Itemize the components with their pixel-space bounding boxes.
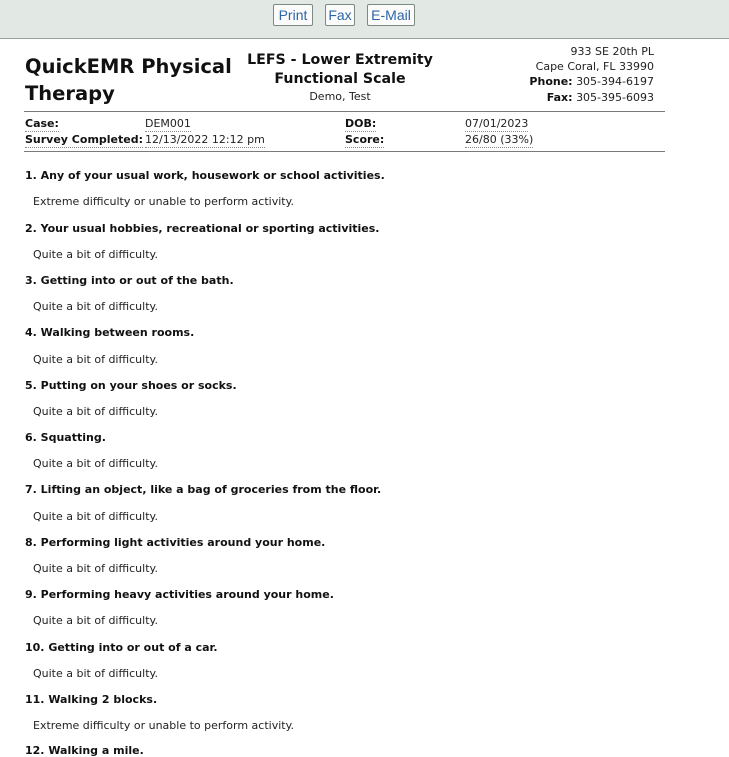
- phone-label: Phone:: [529, 75, 573, 89]
- toolbar: [0, 0, 729, 39]
- survey-completed-value: 12/13/2022 12:12 pm: [145, 133, 265, 146]
- answer-2: Quite a bit of difficulty.: [33, 248, 158, 261]
- answer-8: Quite a bit of difficulty.: [33, 562, 158, 575]
- survey-completed-label: Survey Completed:: [25, 133, 143, 146]
- patient-name: Demo, Test: [309, 90, 371, 103]
- email-button[interactable]: E-Mail: [367, 4, 415, 26]
- form-title: [232, 51, 448, 89]
- fax-value: 305-395-6093: [576, 90, 654, 104]
- question-9: 9. Performing heavy activities around your home.: [25, 588, 334, 601]
- answer-7: Quite a bit of difficulty.: [33, 510, 158, 523]
- case-label: Case:: [25, 117, 59, 130]
- question-2: 2. Your usual hobbies, recreational or sporting activities.: [25, 222, 380, 235]
- question-3: 3. Getting into or out of the bath.: [25, 274, 234, 287]
- info-divider: [24, 151, 665, 152]
- question-6: 6. Squatting.: [25, 431, 106, 444]
- answer-10: Quite a bit of difficulty.: [33, 667, 158, 680]
- answer-9: Quite a bit of difficulty.: [33, 614, 158, 627]
- question-5: 5. Putting on your shoes or socks.: [25, 379, 237, 392]
- answer-3: Quite a bit of difficulty.: [33, 300, 158, 313]
- question-10: 10. Getting into or out of a car.: [25, 641, 218, 654]
- case-value: DEM001: [145, 117, 191, 130]
- answer-4: Quite a bit of difficulty.: [33, 353, 158, 366]
- answer-5: Quite a bit of difficulty.: [33, 405, 158, 418]
- answer-1: Extreme difficulty or unable to perform activity.: [33, 195, 295, 208]
- fax-line: [529, 90, 654, 105]
- practice-name: [25, 53, 245, 107]
- question-8: 8. Performing light activities around your home.: [25, 536, 326, 549]
- practice-address: [529, 44, 654, 105]
- answer-11: Extreme difficulty or unable to perform activity.: [33, 719, 295, 732]
- answer-6: Quite a bit of difficulty.: [33, 457, 158, 470]
- form-title-line1: LEFS - Lower Extremity: [247, 52, 433, 68]
- phone-value: 305-394-6197: [576, 75, 654, 89]
- question-12: 12. Walking a mile.: [25, 744, 144, 757]
- header-divider: [24, 111, 665, 112]
- question-1: 1. Any of your usual work, housework or school activities.: [25, 169, 385, 182]
- fax-label: Fax:: [546, 90, 573, 104]
- question-7: 7. Lifting an object, like a bag of groceries from the floor.: [25, 483, 382, 496]
- score-value: 26/80 (33%): [465, 133, 534, 146]
- fax-button[interactable]: Fax: [325, 4, 355, 26]
- question-11: 11. Walking 2 blocks.: [25, 693, 158, 706]
- practice-name-line2: Therapy: [25, 82, 115, 105]
- form-title-line2: Functional Scale: [274, 71, 406, 87]
- address-line1: 933 SE 20th PL: [570, 45, 654, 58]
- practice-name-line1: QuickEMR Physical: [25, 55, 232, 78]
- dob-value: 07/01/2023: [465, 117, 529, 130]
- dob-label: DOB:: [345, 117, 377, 130]
- print-button[interactable]: Print: [273, 4, 313, 26]
- question-4: 4. Walking between rooms.: [25, 326, 195, 339]
- phone-line: [529, 74, 654, 89]
- address-line2: Cape Coral, FL 33990: [535, 60, 654, 74]
- score-label: Score:: [345, 133, 385, 146]
